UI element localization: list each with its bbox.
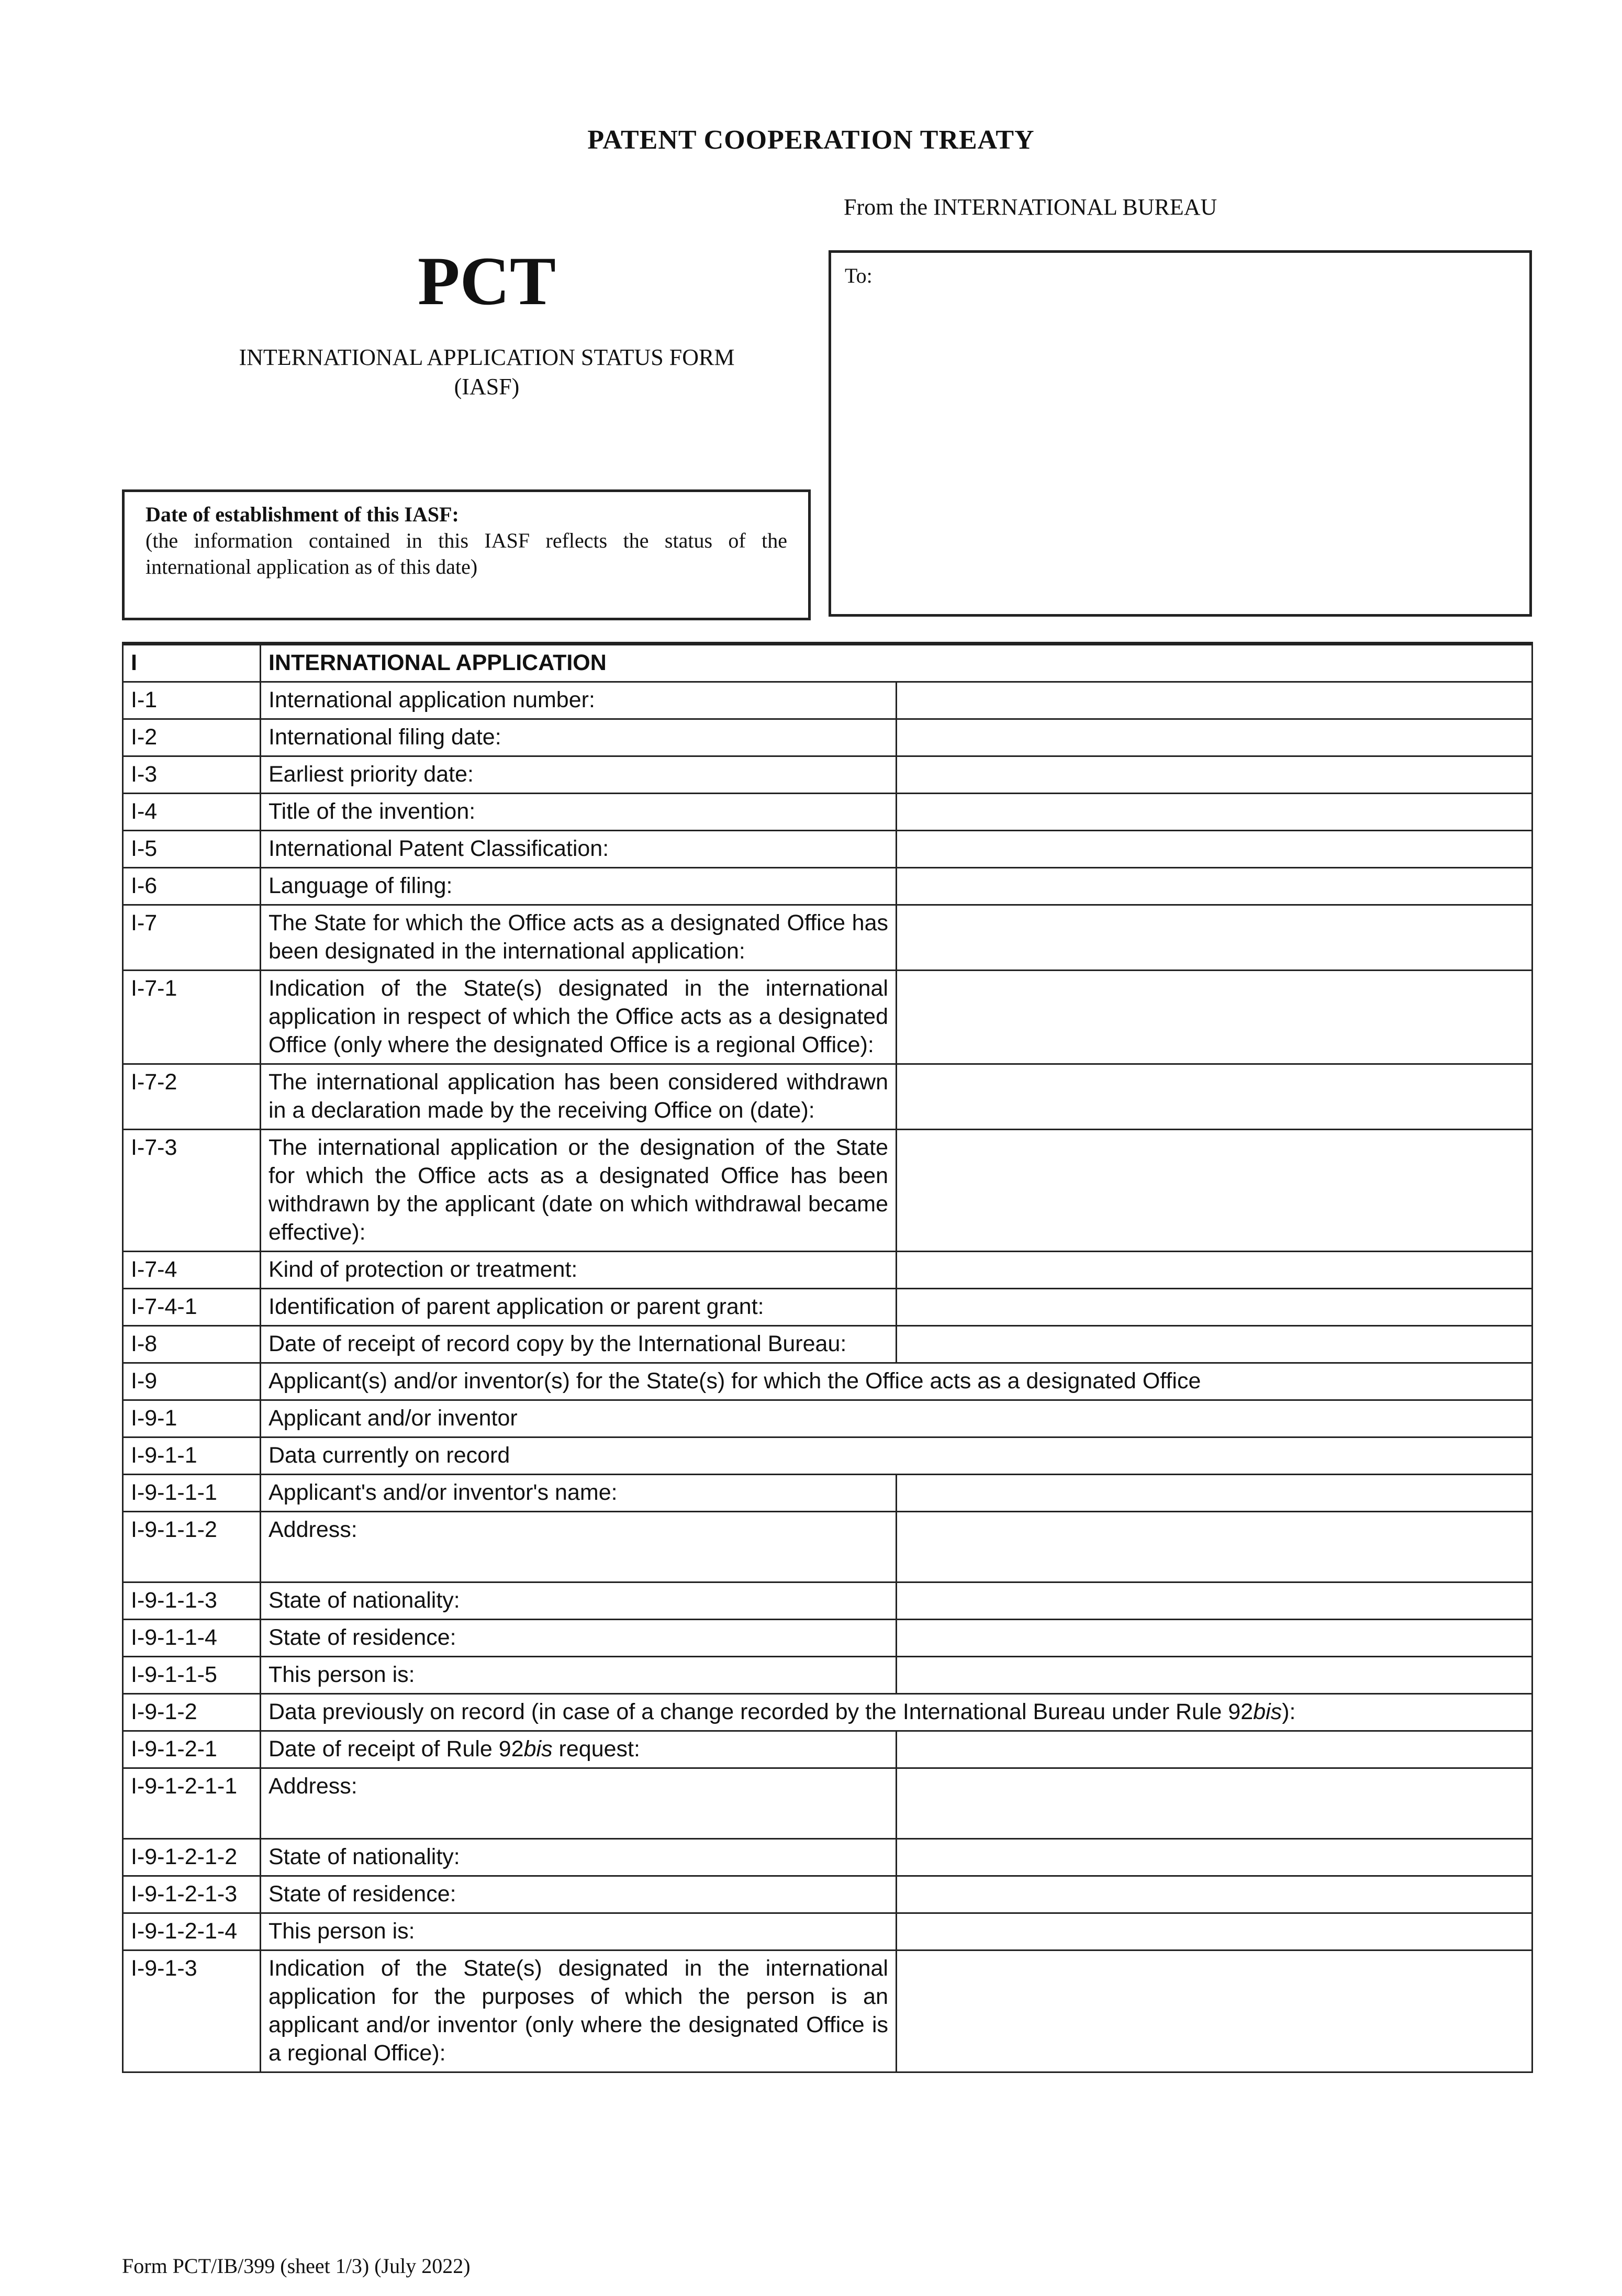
establishment-date-note: (the information contained in this IASF reflects the status of the international application as of this date) <box>146 529 787 578</box>
application-status-table <box>122 642 1533 2073</box>
row-number: I-7-4-1 <box>123 1289 261 1326</box>
table-row <box>123 1731 1532 1768</box>
previous-nationality-value[interactable] <box>897 1839 1532 1876</box>
row-label-italic: bis <box>1253 1699 1282 1724</box>
row-number: I-9-1-1-5 <box>123 1657 261 1694</box>
table-row <box>123 1437 1532 1475</box>
row-number: I-9-1-2-1-1 <box>123 1768 261 1839</box>
table-row <box>123 794 1532 831</box>
table-row <box>123 1326 1532 1363</box>
applicant-address-value[interactable] <box>897 1512 1532 1582</box>
row-label-text: Data previously on record (in case of a change recorded by the International Bureau under Rule 92 <box>269 1699 1254 1724</box>
table-row <box>123 1289 1532 1326</box>
table-row <box>123 756 1532 794</box>
row-number: I-9-1-2 <box>123 1694 261 1731</box>
row-label: The international application or the designation of the State for which the Office acts as a designated Office has been withdrawn by the applicant (date on which withdrawal became effective): <box>261 1130 897 1252</box>
row-label: The international application has been considered withdrawn in a declaration made by the receiving Office on (date): <box>261 1064 897 1130</box>
previous-address-value[interactable] <box>897 1768 1532 1839</box>
withdrawal-date-value[interactable] <box>897 1130 1532 1252</box>
rule92bis-request-date-value[interactable] <box>897 1731 1532 1768</box>
table-row <box>123 1694 1532 1731</box>
row-label: Kind of protection or treatment: <box>261 1252 897 1289</box>
ipc-value[interactable] <box>897 831 1532 868</box>
row-number: I-7 <box>123 905 261 971</box>
establishment-date-box[interactable] <box>122 489 811 620</box>
table-row <box>123 1768 1532 1839</box>
row-number: I-9-1-2-1-4 <box>123 1913 261 1951</box>
row-label: Data currently on record <box>261 1437 1532 1475</box>
row-label: Identification of parent application or parent grant: <box>261 1289 897 1326</box>
row-label: International application number: <box>261 682 897 719</box>
form-title-line2: (IASF) <box>454 374 520 399</box>
row-number: I-2 <box>123 719 261 756</box>
section-title: INTERNATIONAL APPLICATION <box>261 644 1532 682</box>
international-filing-date-value[interactable] <box>897 719 1532 756</box>
considered-withdrawn-date-value[interactable] <box>897 1064 1532 1130</box>
invention-title-value[interactable] <box>897 794 1532 831</box>
row-number: I-7-3 <box>123 1130 261 1252</box>
row-label: Date of receipt of record copy by the International Bureau: <box>261 1326 897 1363</box>
row-number: I-7-1 <box>123 971 261 1064</box>
row-number: I-9-1-1-1 <box>123 1475 261 1512</box>
row-label: Indication of the State(s) designated in the international application for the purposes of which the person is an applicant and/or inventor (only where the designated Office is a regional Office): <box>261 1951 897 2072</box>
row-number: I-7-4 <box>123 1252 261 1289</box>
row-label: Indication of the State(s) designated in the international application in respect of which the Office acts as a designated Office (only where the designated Office is a regional Office): <box>261 971 897 1064</box>
pct-logo: PCT <box>418 242 556 319</box>
establishment-date-label: Date of establishment of this IASF: <box>146 503 459 526</box>
row-number: I-9-1-2-1-2 <box>123 1839 261 1876</box>
section-number: I <box>123 644 261 682</box>
table-row <box>123 1839 1532 1876</box>
row-label: International filing date: <box>261 719 897 756</box>
row-label: International Patent Classification: <box>261 831 897 868</box>
recipient-box[interactable] <box>829 250 1532 617</box>
row-label: State of nationality: <box>261 1582 897 1620</box>
previous-residence-value[interactable] <box>897 1876 1532 1913</box>
row-label: This person is: <box>261 1657 897 1694</box>
row-label: Applicant and/or inventor <box>261 1400 1532 1437</box>
applicant-nationality-value[interactable] <box>897 1582 1532 1620</box>
applicant-name-value[interactable] <box>897 1475 1532 1512</box>
record-copy-receipt-date-value[interactable] <box>897 1326 1532 1363</box>
row-number: I-9-1-3 <box>123 1951 261 2072</box>
row-number: I-9-1-1-3 <box>123 1582 261 1620</box>
row-label <box>261 1694 1532 1731</box>
protection-kind-value[interactable] <box>897 1252 1532 1289</box>
table-row <box>123 1252 1532 1289</box>
row-number: I-9-1-1 <box>123 1437 261 1475</box>
row-label: Address: <box>261 1512 897 1582</box>
to-label: To: <box>845 264 872 287</box>
table-row <box>123 905 1532 971</box>
row-number: I-9-1-1-2 <box>123 1512 261 1582</box>
row-label <box>261 1731 897 1768</box>
row-number: I-1 <box>123 682 261 719</box>
row-number: I-8 <box>123 1326 261 1363</box>
table-row <box>123 1913 1532 1951</box>
table-row <box>123 1064 1532 1130</box>
row-label: State of residence: <box>261 1876 897 1913</box>
table-row <box>123 719 1532 756</box>
table-row <box>123 1951 1532 2072</box>
row-label-text-end: request: <box>552 1736 640 1762</box>
row-label: Language of filing: <box>261 868 897 905</box>
table-row <box>123 1130 1532 1252</box>
row-label: This person is: <box>261 1913 897 1951</box>
row-label: Applicant's and/or inventor's name: <box>261 1475 897 1512</box>
table-row <box>123 682 1532 719</box>
table-row <box>123 1657 1532 1694</box>
table-row <box>123 1512 1532 1582</box>
row-label-text: Date of receipt of Rule 92 <box>269 1736 524 1762</box>
table-row <box>123 1620 1532 1657</box>
table-row <box>123 868 1532 905</box>
row-number: I-5 <box>123 831 261 868</box>
table-row <box>123 971 1532 1064</box>
row-label: Earliest priority date: <box>261 756 897 794</box>
row-number: I-7-2 <box>123 1064 261 1130</box>
form-title-line1: INTERNATIONAL APPLICATION STATUS FORM <box>239 344 735 370</box>
row-label-italic: bis <box>523 1736 553 1762</box>
applicant-states-value[interactable] <box>897 1951 1532 2072</box>
earliest-priority-date-value[interactable] <box>897 756 1532 794</box>
international-application-number-value[interactable] <box>897 682 1532 719</box>
row-label: State of residence: <box>261 1620 897 1657</box>
row-label: State of nationality: <box>261 1839 897 1876</box>
state-designated-value[interactable] <box>897 905 1532 971</box>
row-label: Title of the invention: <box>261 794 897 831</box>
table-row <box>123 1582 1532 1620</box>
row-number: I-6 <box>123 868 261 905</box>
applicant-person-type-value[interactable] <box>897 1657 1532 1694</box>
table-row <box>123 1475 1532 1512</box>
row-label: Address: <box>261 1768 897 1839</box>
states-designated-regional-value[interactable] <box>897 971 1532 1064</box>
row-label: The State for which the Office acts as a designated Office has been designated in the international application: <box>261 905 897 971</box>
row-label: Applicant(s) and/or inventor(s) for the State(s) for which the Office acts as a designated Office <box>261 1363 1532 1400</box>
row-number: I-3 <box>123 756 261 794</box>
row-number: I-9-1-2-1-3 <box>123 1876 261 1913</box>
applicant-residence-value[interactable] <box>897 1620 1532 1657</box>
table-row <box>123 1363 1532 1400</box>
treaty-title: PATENT COOPERATION TREATY <box>587 125 1035 155</box>
previous-person-type-value[interactable] <box>897 1913 1532 1951</box>
row-number: I-9-1 <box>123 1400 261 1437</box>
row-number: I-4 <box>123 794 261 831</box>
parent-application-value[interactable] <box>897 1289 1532 1326</box>
table-row <box>123 831 1532 868</box>
section-header-row <box>123 644 1532 682</box>
form-title <box>120 343 853 402</box>
row-number: I-9 <box>123 1363 261 1400</box>
row-number: I-9-1-2-1 <box>123 1731 261 1768</box>
filing-language-value[interactable] <box>897 868 1532 905</box>
table-row <box>123 1876 1532 1913</box>
from-line: From the INTERNATIONAL BUREAU <box>844 194 1217 220</box>
table-row <box>123 1400 1532 1437</box>
form-footer: Form PCT/IB/399 (sheet 1/3) (July 2022) <box>122 2254 471 2278</box>
row-number: I-9-1-1-4 <box>123 1620 261 1657</box>
row-label-text-end: ): <box>1282 1699 1296 1724</box>
